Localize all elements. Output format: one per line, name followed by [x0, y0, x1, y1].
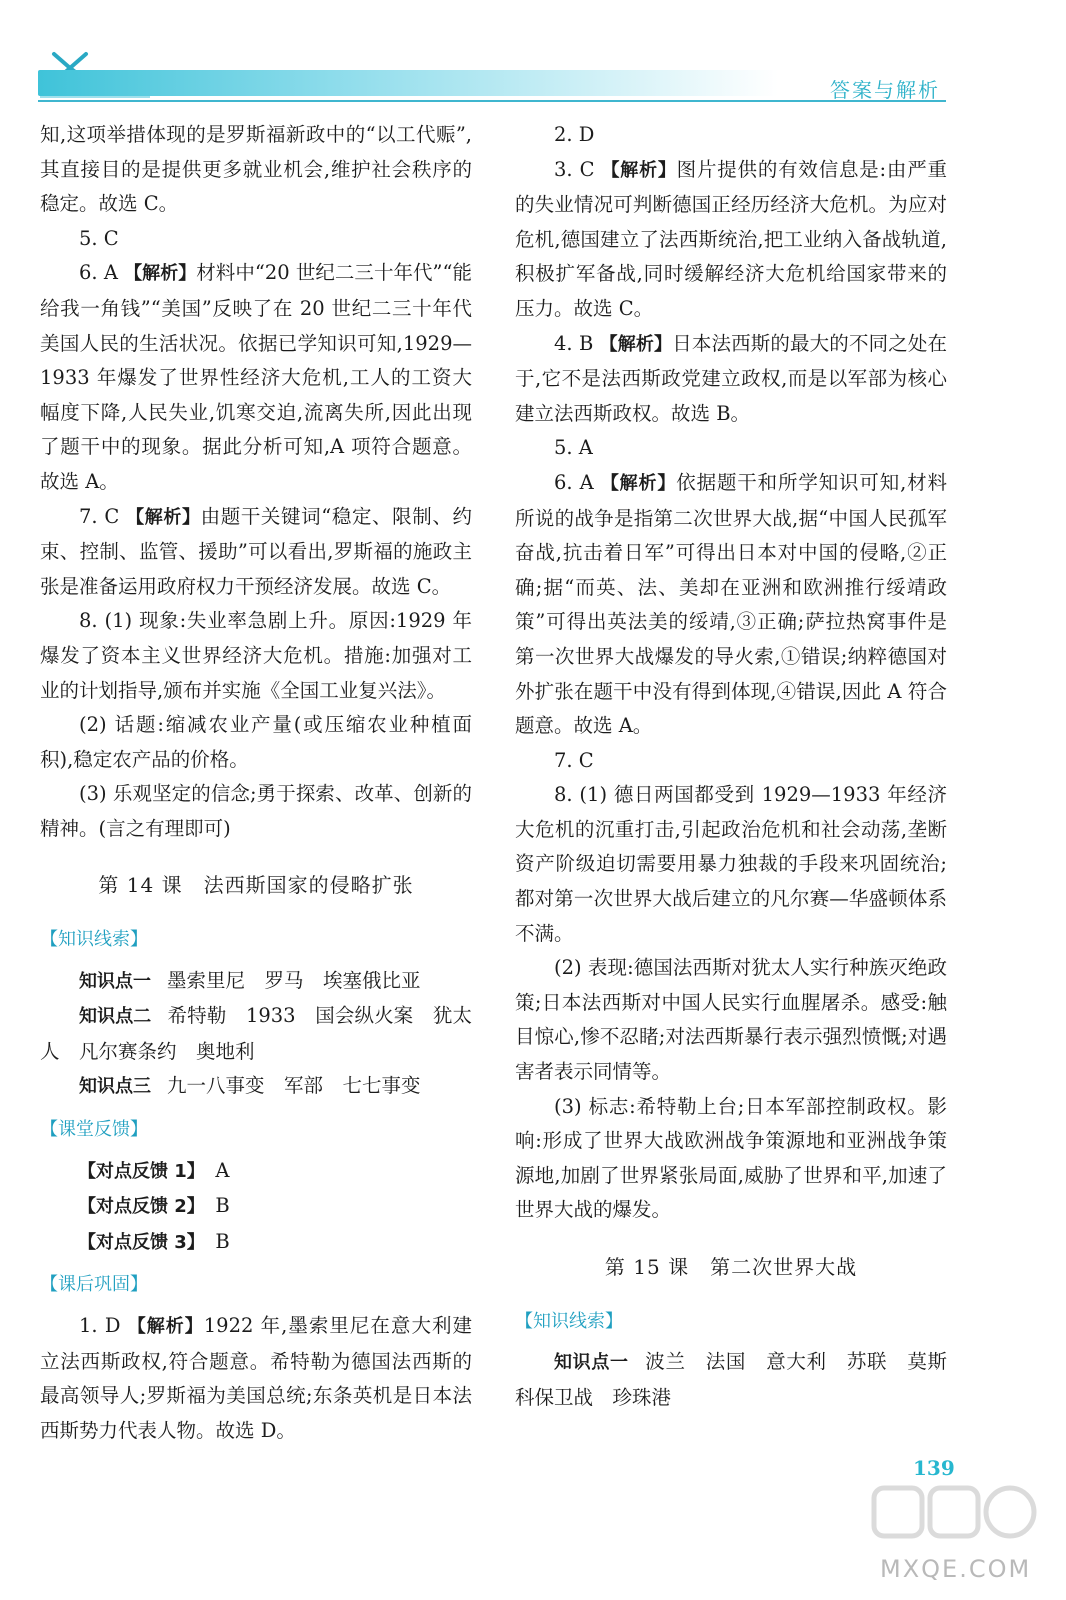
answer-number: 3. C — [554, 157, 595, 181]
analysis-text: 日本法西斯的最大的不同之处在于,它不是法西斯政党建立政权,而是以军部为核心建立法西斯政权。故选 B。 — [515, 331, 947, 425]
analysis-tag: 【解析】 — [600, 472, 677, 494]
answer-4 — [515, 327, 947, 432]
homework-answer-1 — [40, 1309, 472, 1448]
lesson-title: 第 14 课 法西斯国家的侵略扩张 — [98, 873, 414, 898]
answer-7 — [40, 500, 472, 605]
answer-number: 7. C — [79, 504, 120, 528]
lesson-title: 第 15 课 第二次世界大战 — [604, 1255, 858, 1279]
answer-paragraph: 知,这项举措体现的是罗斯福新政中的“以工代赈”,其直接目的是提供更多就业机会,维护社会秩序的稳定。故选 C。 — [40, 123, 472, 216]
answer-8-part-3: (3) 标志:希特勒上台;日本军部控制政权。影响:形成了世界大战欧洲战争策源地和亚洲战争策源地,加剧了世界紧张局面,威胁了世界和平,加速了世界大战的爆发。 — [515, 1094, 947, 1222]
answer-8-part-1: 8. (1) 现象:失业率急剧上升。原因:1929 年爆发了资本主义世界经济大危机。措施:加强对工业的计划指导,颁布并实施《全国工业复兴法》。 — [40, 609, 472, 702]
analysis-text: 1922 年,墨索里尼在意大利建立法西斯政权,符合题意。希特勒为德国法西斯的最高领导人;罗斯福为美国总统;东条英机是日本法西斯势力代表人物。故选 D。 — [40, 1314, 472, 1442]
analysis-tag: 【解析】 — [599, 333, 673, 355]
kp-items: 墨索里尼 罗马 埃塞俄比亚 — [167, 968, 421, 992]
analysis-tag: 【解析】 — [124, 263, 197, 285]
kp-items: 希特勒 1933 国会纵火案 犹太人 凡尔赛条约 奥地利 — [40, 1004, 472, 1063]
answer-8-part-1: 8. (1) 德日两国都受到 1929—1933 年经济大危机的沉重打击,引起政治危机和社会动荡,垄断资产阶级迫切需要用暴力独裁的手段来巩固统治;都对第一次世界大战后建立的凡尔赛—华盛顿体系不满。 — [515, 783, 947, 945]
analysis-tag: 【解析】 — [127, 1316, 204, 1337]
page-number: 139 — [913, 1456, 955, 1480]
answer-number: 6. A — [79, 261, 118, 285]
answer-5: 5. A — [554, 436, 593, 460]
answer-7: 7. C — [554, 748, 594, 772]
kp-items: 九一八事变 军部 七七事变 — [167, 1074, 421, 1098]
analysis-text: 图片提供的有效信息是:由严重的失业情况可判断德国正经历经济大危机。为应对危机,德国建立了法西斯统治,把工业纳入备战轨道,积极扩军备战,同时缓解经济大危机给国家带来的压力。故选 C。 — [515, 157, 947, 320]
answer-2: 2. D — [554, 123, 595, 146]
answer-5: 5. C — [79, 226, 119, 250]
analysis-tag: 【解析】 — [601, 159, 677, 181]
feedback-1 — [40, 1154, 472, 1190]
section-knowledge-clues: 【知识线索】 — [515, 1310, 623, 1332]
feedback-answer: B — [215, 1194, 230, 1218]
page-header — [0, 0, 1066, 110]
answer-number: 1. D — [79, 1314, 121, 1337]
analysis-text: 由题干关键词“稳定、限制、约束、控制、监管、援助”可以看出,罗斯福的施政主张是准备运用政府权力干预经济发展。故选 C。 — [40, 504, 472, 598]
header-rule — [38, 100, 946, 102]
analysis-tag: 【解析】 — [126, 506, 201, 528]
feedback-answer: B — [215, 1229, 230, 1253]
right-column — [515, 118, 947, 1415]
section-after-class: 【课后巩固】 — [40, 1274, 148, 1296]
answer-number: 4. B — [554, 331, 594, 355]
knowledge-point-2 — [40, 999, 472, 1069]
watermark-text: MXQE.COM — [880, 1555, 1032, 1583]
answer-8-part-2: (2) 表现:德国法西斯对犹太人实行种族灭绝政策;日本法西斯对中国人民实行血腥屠杀。感受:触目惊心,惨不忍睹;对法西斯暴行表示强烈愤慨;对遇害者表示同情等。 — [515, 956, 947, 1084]
feedback-2 — [40, 1189, 472, 1225]
answer-8-part-2: (2) 话题:缩减农业产量(或压缩农业种植面积),稳定农产品的价格。 — [40, 713, 472, 771]
analysis-text: 依据题干和所学知识可知,材料所说的战争是指第二次世界大战,据“中国人民孤军奋战,抗击着日军”可得出日本对中国的侵略,②正确;据“而英、法、美却在亚洲和欧洲推行绥靖政策”可得出英法美的绥靖,③正确;萨拉热窝事件是第一次世界大战爆发的导火索,①错误;纳粹德国对外扩张在题干中没有得到体现,④错误,因此 A 符合题意。故选 A。 — [515, 470, 948, 738]
answer-number: 6. A — [554, 470, 594, 494]
section-class-feedback: 【课堂反馈】 — [40, 1119, 148, 1141]
answer-3 — [515, 153, 947, 327]
feedback-answer: A — [215, 1158, 230, 1182]
kp-label: 知识点二 — [79, 1006, 152, 1028]
feedback-label: 【对点反馈 3】 — [78, 1231, 196, 1253]
feedback-label: 【对点反馈 2】 — [78, 1196, 196, 1218]
kp-label: 知识点三 — [79, 1076, 151, 1098]
knowledge-point-3 — [40, 1069, 472, 1105]
section-knowledge-clues: 【知识线索】 — [40, 929, 148, 951]
feedback-3 — [40, 1225, 472, 1261]
kp-label: 知识点一 — [79, 970, 151, 992]
knowledge-point-1 — [40, 964, 472, 1000]
answer-6 — [40, 256, 472, 499]
answer-6 — [515, 466, 947, 744]
knowledge-point-1 — [515, 1345, 947, 1415]
left-column — [40, 118, 472, 1448]
header-title: 答案与解析 — [830, 78, 940, 102]
kp-items: 波兰 法国 意大利 苏联 莫斯科保卫战 珍珠港 — [515, 1350, 947, 1409]
feedback-label: 【对点反馈 1】 — [78, 1160, 196, 1182]
analysis-text: 材料中“20 世纪二三十年代”“能给我一角钱”“美国”反映了在 20 世纪二三十年代美国人民的生活状况。依据已学知识可知,1929—1933 年爆发了世界性经济大危机,工人的工资大幅度下降,人民失业,饥寒交迫,流离失所,因此出现了题干中的现象。据此分析可知,A 项符合题意。故选 A。 — [40, 261, 473, 493]
kp-label: 知识点一 — [554, 1352, 629, 1374]
header-band — [38, 70, 778, 96]
answer-8-part-3: (3) 乐观坚定的信念;勇于探索、改革、创新的精神。(言之有理即可) — [40, 782, 472, 840]
